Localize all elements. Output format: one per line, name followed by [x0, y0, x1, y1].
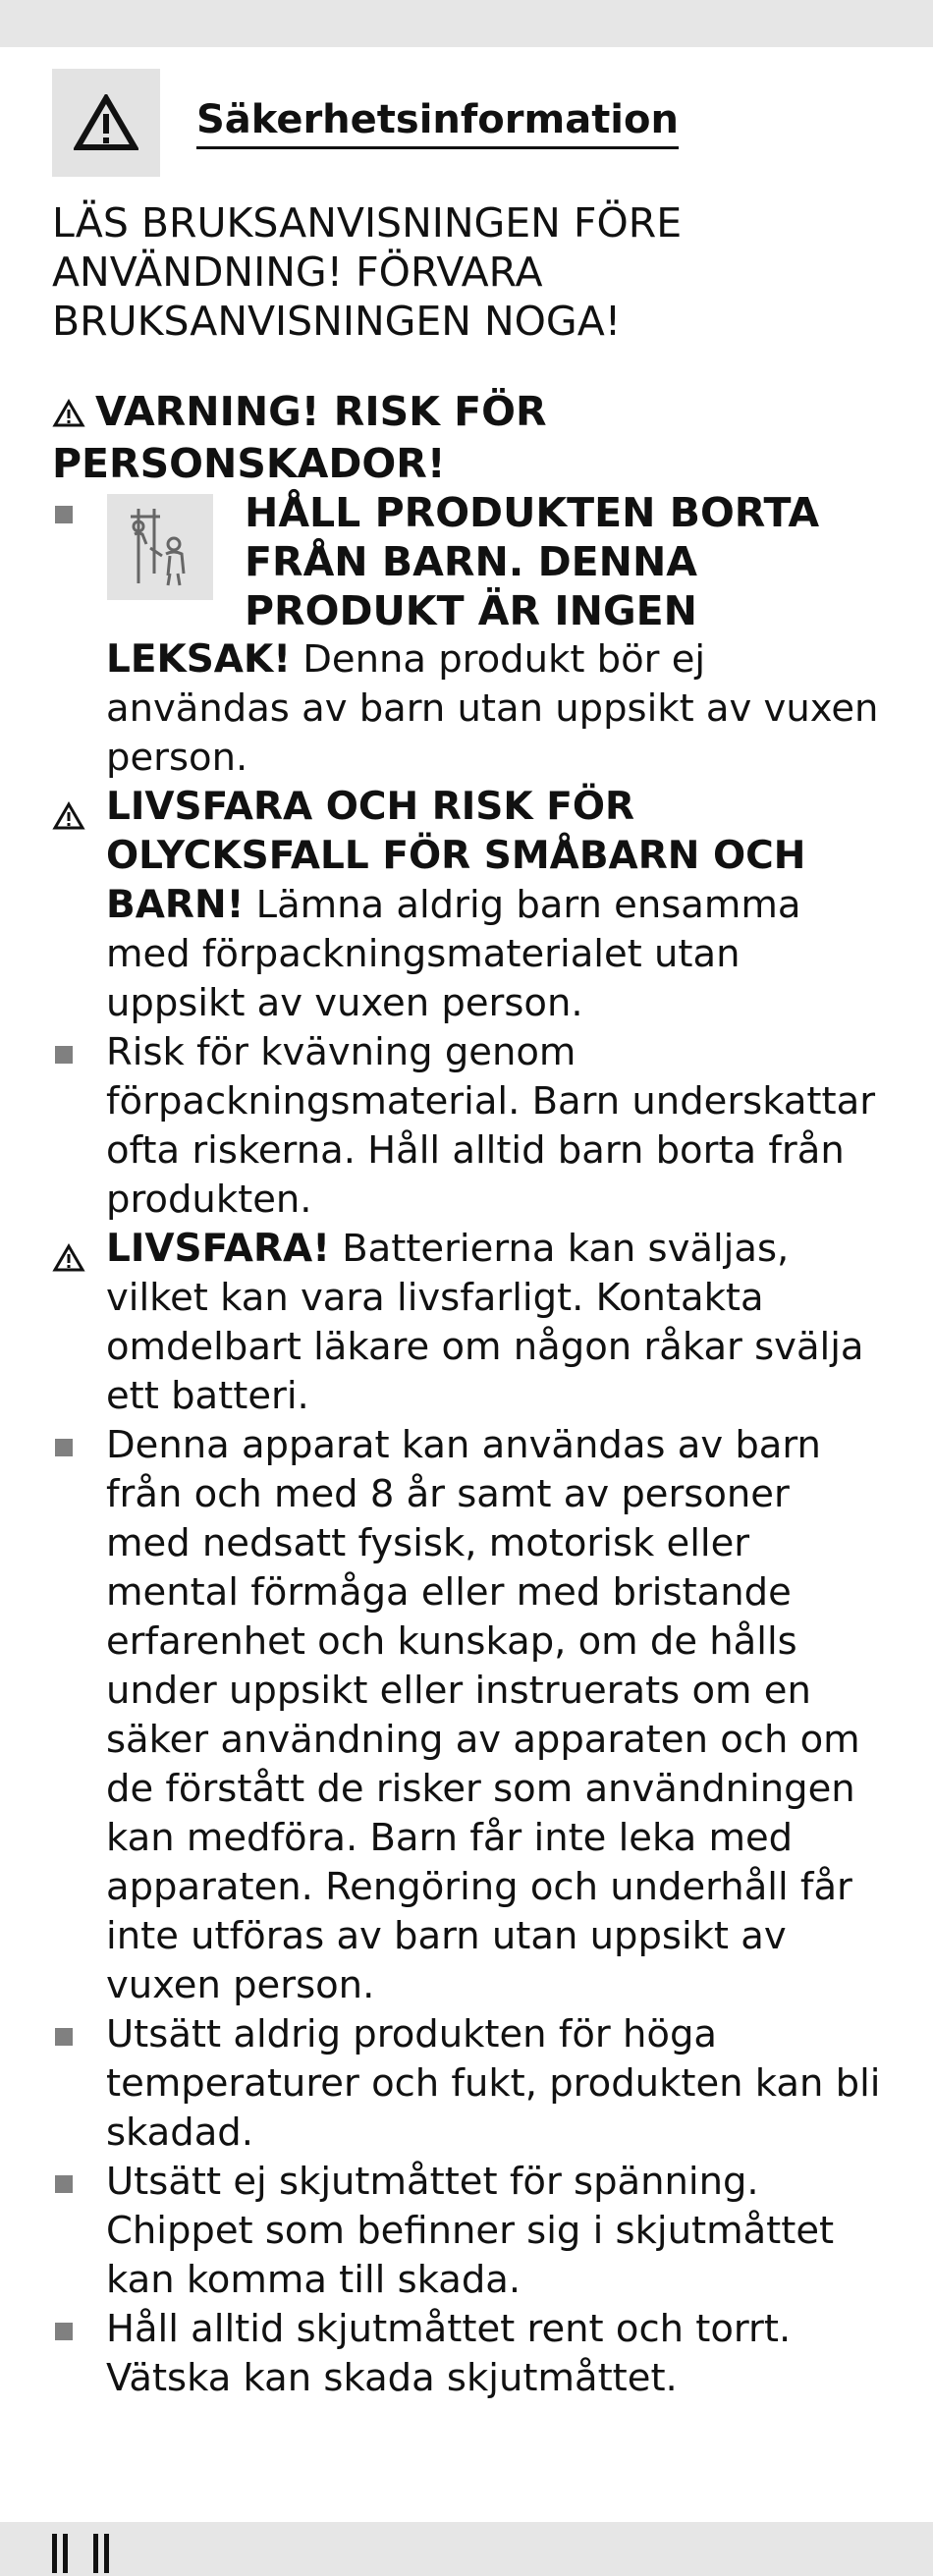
- suffocation-warning-text: Lämna aldrig barn ensamma med förpackningsmaterialet utan uppsikt av vuxen person.: [106, 883, 801, 1025]
- warning-small-icon: [52, 1236, 85, 1286]
- battery-warning-text: Batterierna kan sväljas, vilket kan vara livsfarligt. Kontakta omdelbart läkare om någon råkar svälja ett batteri.: [106, 1227, 864, 1418]
- warning-triangle-icon: [52, 69, 160, 177]
- warning-small-icon: [52, 390, 85, 439]
- list-item-children: [52, 488, 882, 783]
- bullet-square: [55, 506, 73, 523]
- bottom-band: [0, 2522, 933, 2576]
- children-warning-body: [106, 635, 882, 783]
- warning-heading-injury: [52, 387, 882, 488]
- bullet-square: [55, 1046, 73, 1064]
- intro-notice: LÄS BRUKSANVISNINGEN FÖRE ANVÄNDNING! FÖRVARA BRUKSANVISNINGEN NOGA!: [52, 199, 683, 345]
- bullet-square: [55, 2028, 73, 2046]
- page-marker-icon: [52, 2534, 121, 2573]
- clean-dry-text: Håll alltid skjutmåttet rent och torrt. Vätska kan skada skjutmåttet.: [106, 2307, 792, 2400]
- section-title: Säkerhetsinformation: [196, 97, 679, 149]
- list-item-packaging: [52, 1028, 882, 1225]
- packaging-text: Risk för kvävning genom förpackningsmaterial. Barn underskattar ofta riskerna. Håll alltid barn borta från produkten.: [106, 1030, 876, 1222]
- child-safety-icon: [107, 494, 213, 600]
- warning-small-icon: [52, 795, 85, 844]
- top-band: [0, 0, 933, 47]
- section-header: [52, 69, 882, 177]
- age-restriction-text: Denna apparat kan användas av barn från och med 8 år samt av personer med nedsatt fysisk, motorisk eller mental förmåga eller med bristande erfarenhet och kunskap, om de hålls under uppsikt eller instruerats om en säker användning av apparaten och om de förstått de risker som användningen kan medföra. Barn får inte leka med apparaten. Rengöring och underhåll får inte utföras av barn utan uppsikt av vuxen person.: [106, 1423, 860, 2007]
- list-item-temperature: [52, 2010, 882, 2158]
- temperature-text: Utsätt aldrig produkten för höga temperaturer och fukt, produkten kan bli skadad.: [106, 2012, 881, 2155]
- safety-section: [52, 69, 882, 2403]
- children-warning-text: Denna produkt bör ej användas av barn utan uppsikt av vuxen person.: [106, 637, 879, 780]
- bullet-square: [55, 2175, 73, 2193]
- children-warning-bold: LEKSAK!: [106, 637, 291, 682]
- list-item-suffocation-warning: [52, 783, 882, 1028]
- battery-warning-bold: LIVSFARA!: [106, 1227, 330, 1271]
- warning-heading-text: VARNING! RISK FÖR PERSONSKADOR!: [52, 388, 547, 487]
- list-item-age-restriction: [52, 1421, 882, 2010]
- suffocation-warning-bold: LIVSFARA OCH RISK FÖR OLYCKSFALL FÖR SMÅBARN OCH BARN!: [106, 785, 806, 927]
- tension-text: Utsätt ej skjutmåttet för spänning. Chippet som befinner sig i skjutmåttet kan komma till skada.: [106, 2160, 835, 2302]
- list-item-clean-dry: [52, 2305, 882, 2403]
- bullet-square: [55, 2323, 73, 2340]
- list-item-tension: [52, 2158, 882, 2305]
- list-item-battery-warning: [52, 1225, 882, 1421]
- bullet-square: [55, 1439, 73, 1456]
- children-warning-caps: HÅLL PRODUKTEN BORTA FRÅN BARN. DENNA PRODUKT ÄR INGEN: [245, 489, 820, 634]
